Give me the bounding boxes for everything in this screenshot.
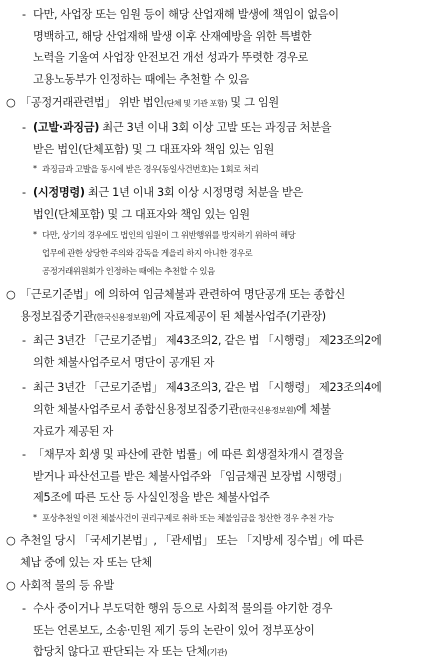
circle-bullet-icon: ○: [6, 288, 16, 301]
text-line: 또는 언론보도, 소송·민원 제기 등의 논란이 있어 정부포상이: [33, 623, 315, 637]
note-text: 업무에 관한 상당한 주의와 감독을 게을리 하지 아니한 경우로: [42, 248, 253, 258]
text-line: 추천일 당시 「국세기본법」, 「관세법」 또는 「지방세 징수법」에 따른: [20, 534, 364, 547]
text-line: 법인(단체포함) 및 그 대표자와 책임 있는 임원: [33, 207, 250, 221]
text-line: 명백하고, 해당 산업재해 발생 이후 산재예방을 위한 특별한: [33, 29, 312, 43]
circle-bullet-icon: ○: [6, 96, 16, 109]
note-text: 공정거래위원회가 인정하는 때에는 추천할 수 있음: [42, 266, 215, 276]
text-line: 용정보집중기관(한국신용정보원)에 자료제공이 된 체불사업주(기관장): [20, 309, 326, 323]
circle-bullet-icon: ○: [6, 534, 16, 547]
note-text: 포상추천일 이전 체불사건이 권리구제로 취하 또는 체불임금을 청산한 경우 추천 가능: [42, 513, 334, 523]
text-line: 고용노동부가 인정하는 때에는 추천할 수 있음: [33, 72, 249, 86]
text-line: (고발·과징금) 최근 3년 이내 3회 이상 고발 또는 과징금 처분을: [33, 121, 332, 134]
dash-marker: -: [22, 381, 27, 394]
text-line: 노력을 기울여 사업장 안전보건 개선 성과가 뚜렷한 경우로: [33, 51, 308, 64]
dash-marker: -: [22, 334, 27, 347]
text-line: 의한 체불사업주로서 종합신용정보집중기관(한국신용정보원)에 체불: [33, 402, 331, 416]
asterisk-marker: *: [33, 230, 37, 239]
text-line: 합당치 않다고 판단되는 자 또는 단체(기관): [33, 645, 227, 658]
text-line: 체납 중에 있는 자 또는 단체: [20, 555, 152, 569]
text-line: 최근 3년간 「근로기준법」 제43조의2, 같은 법 「시행령」 제23조의2에: [33, 334, 382, 347]
section-heading: 「공정거래관련법」 위반 법인(단체 및 기관 포함) 및 그 임원: [20, 96, 279, 109]
item-investigation-controversy: [0, 598, 412, 658]
text-line: 자료가 제공된 자: [33, 425, 114, 438]
note-text: 과징금과 고발을 동시에 받은 경우(동일사건번호)는 1회로 처리: [42, 164, 259, 174]
asterisk-marker: *: [33, 164, 37, 173]
dash-marker: -: [22, 8, 27, 21]
section-heading: 사회적 물의 등 유발: [20, 579, 114, 592]
dash-marker: -: [22, 602, 27, 615]
text-line: 받은 법인(단체포함) 및 그 대표자와 책임 있는 임원: [33, 142, 275, 156]
dash-marker: -: [22, 186, 27, 199]
dash-marker: -: [22, 121, 27, 134]
text-line: 수사 중이거나 부도덕한 행위 등으로 사회적 물의를 야기한 경우: [33, 602, 333, 615]
text-line: 의한 체불사업주로서 명단이 공개된 자: [33, 355, 215, 369]
circle-bullet-icon: ○: [6, 579, 16, 592]
text-line: 다만, 사업장 또는 임원 등이 해당 산업재해 발생에 책임이 없음이: [33, 8, 339, 21]
text-line: 「근로기준법」에 의하여 임금체불과 관련하여 명단공개 또는 종합신: [20, 288, 346, 301]
note-text: 다만, 상기의 경우에도 법인의 임원이 그 위반행위를 방지하기 위하여 해당: [42, 230, 296, 240]
text-line: 제5조에 따른 도산 등 사실인정을 받은 체불사업주: [33, 491, 270, 504]
dash-marker: -: [22, 448, 27, 461]
asterisk-marker: *: [33, 513, 37, 522]
text-line: (시정명령) 최근 1년 이내 3회 이상 시정명령 처분을 받은: [33, 186, 303, 199]
text-line: 「채무자 회생 및 파산에 관한 법률」에 따른 회생절차개시 결정을: [33, 448, 344, 461]
text-line: 받거나 파산선고를 받은 체불사업주와 「임금채권 보장법 시행령」: [33, 469, 348, 483]
text-line: 최근 3년간 「근로기준법」 제43조의3, 같은 법 「시행령」 제23조의4에: [33, 381, 382, 394]
